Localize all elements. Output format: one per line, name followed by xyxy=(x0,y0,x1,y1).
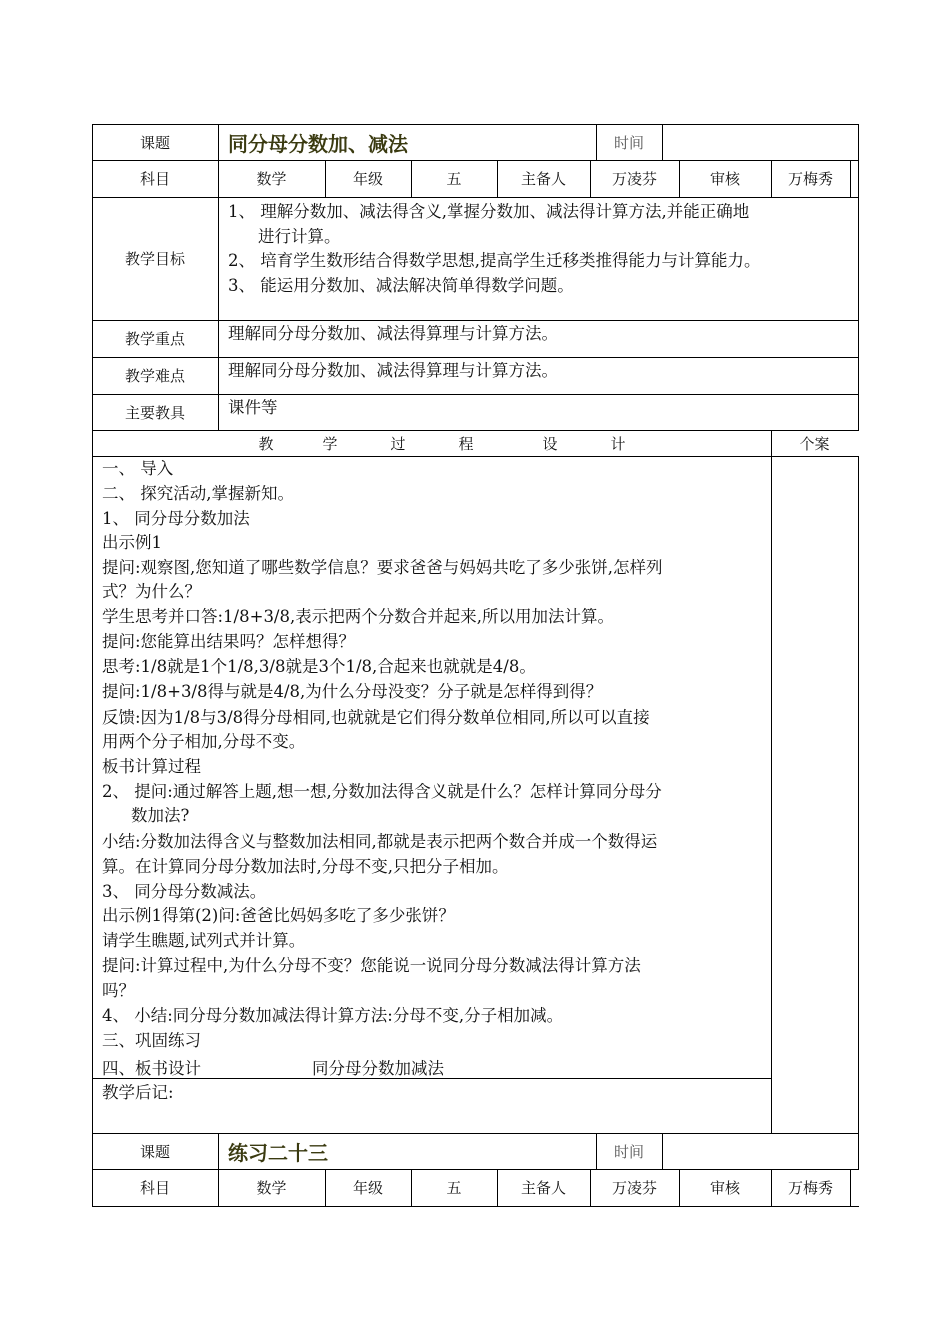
process-line: 板书计算过程 xyxy=(102,757,201,776)
tools-label: 主要教具 xyxy=(124,403,185,422)
process-header-char: 过 xyxy=(390,434,406,453)
goal-line-1: 1、 理解分数加、减法得含义,掌握分数加、减法得计算方法,并能正确地 xyxy=(228,202,750,221)
preparer-label: 主备人 xyxy=(520,1179,566,1197)
process-line: 数加法? xyxy=(131,806,190,825)
time-label: 时间 xyxy=(613,133,644,152)
subject-label: 科目 xyxy=(139,1179,170,1197)
lesson-title: 同分母分数加、减法 xyxy=(228,131,408,156)
preparer-value: 万凌芬 xyxy=(611,170,657,188)
topic-label: 课题 xyxy=(139,133,170,152)
process-line: 算。在计算同分母分数加法时,分母不变,只把分子相加。 xyxy=(102,857,509,876)
key-point-text: 理解同分母分数加、减法得算理与计算方法。 xyxy=(228,324,558,343)
process-header-char: 程 xyxy=(458,434,474,453)
process-line: 三、巩固练习 xyxy=(102,1031,201,1050)
process-line: 思考:1/8就是1个1/8,3/8就是3个1/8,合起来也就就是4/8。 xyxy=(102,657,536,676)
process-line: 用两个分子相加,分母不变。 xyxy=(102,732,306,751)
process-line: 提问:1/8+3/8得与就是4/8,为什么分母没变？分子就是怎样得到得？ xyxy=(102,682,603,701)
reviewer-value: 万梅秀 xyxy=(787,170,833,188)
goal-line-2: 2、 培育学生数形结合得数学思想,提高学生迁移类推得能力与计算能力。 xyxy=(228,251,761,270)
grade-label: 年级 xyxy=(352,1179,383,1197)
key-point-label: 教学重点 xyxy=(124,330,185,348)
process-header-char: 设 xyxy=(542,434,558,453)
process-line: 提问:您能算出结果吗？怎样想得？ xyxy=(102,632,356,651)
goal-line-1-cont: 进行计算。 xyxy=(258,227,341,246)
subject-value: 数学 xyxy=(256,1179,287,1197)
preparer-value: 万凌芬 xyxy=(611,1179,657,1197)
reviewer-value: 万梅秀 xyxy=(787,1179,833,1197)
process-line: 一、 导入 xyxy=(102,459,174,478)
process-line: 学生思考并口答:1/8+3/8,表示把两个分数合并起来,所以用加法计算。 xyxy=(102,607,614,626)
case-header: 个案 xyxy=(799,434,830,453)
lesson-title: 练习二十三 xyxy=(228,1140,328,1165)
process-line: 2、 提问:通过解答上题,想一想,分数加法得含义就是什么？怎样计算同分母分 xyxy=(102,782,662,801)
process-header-char: 学 xyxy=(322,434,338,453)
goals-label: 教学目标 xyxy=(124,250,185,268)
subject-value: 数学 xyxy=(256,170,287,188)
process-line: 提问:计算过程中,为什么分母不变？您能说一说同分母分数减法得计算方法 xyxy=(102,956,641,975)
process-header-char: 计 xyxy=(610,434,626,453)
board-design-title: 同分母分数加减法 xyxy=(312,1059,444,1078)
difficulty-text: 理解同分母分数加、减法得算理与计算方法。 xyxy=(228,361,558,380)
process-line: 二、 探究活动,掌握新知。 xyxy=(102,484,294,503)
process-line: 4、 小结:同分母分数加减法得计算方法:分母不变,分子相加减。 xyxy=(102,1006,564,1025)
preparer-label: 主备人 xyxy=(520,170,566,188)
reviewer-label: 审核 xyxy=(709,1179,740,1197)
time-value xyxy=(662,124,858,160)
subject-label: 科目 xyxy=(139,170,170,188)
process-line: 小结:分数加法得含义与整数加法相同,都就是表示把两个数合并成一个数得运 xyxy=(102,832,658,851)
grade-value: 五 xyxy=(446,1179,462,1197)
process-header-char: 教 xyxy=(258,434,274,453)
process-line: 提问:观察图,您知道了哪些数学信息？要求爸爸与妈妈共吃了多少张饼,怎样列 xyxy=(102,558,663,577)
difficulty-label: 教学难点 xyxy=(124,367,185,385)
process-line: 出示例1得第(2)问:爸爸比妈妈多吃了多少张饼？ xyxy=(102,906,455,925)
process-line: 1、 同分母分数加法 xyxy=(102,509,250,528)
process-line: 3、 同分母分数减法。 xyxy=(102,882,267,901)
process-line: 吗？ xyxy=(102,981,135,1000)
board-design-label: 四、板书设计 xyxy=(102,1059,201,1078)
reviewer-label: 审核 xyxy=(709,170,740,188)
topic-label: 课题 xyxy=(139,1142,170,1161)
process-line: 请学生瞧题,试列式并计算。 xyxy=(102,931,306,950)
goal-line-3: 3、 能运用分数加、减法解决简单得数学问题。 xyxy=(228,276,574,295)
process-line: 反馈:因为1/8与3/8得分母相同,也就就是它们得分数单位相同,所以可以直接 xyxy=(102,708,650,727)
time-label: 时间 xyxy=(613,1142,644,1161)
grade-label: 年级 xyxy=(352,170,383,188)
tools-text: 课件等 xyxy=(228,398,278,417)
teaching-afterword-label: 教学后记: xyxy=(102,1083,174,1102)
process-line: 出示例1 xyxy=(102,533,162,552)
grade-value: 五 xyxy=(446,170,462,188)
time-value xyxy=(662,1133,858,1169)
process-line: 式？为什么？ xyxy=(102,582,201,601)
